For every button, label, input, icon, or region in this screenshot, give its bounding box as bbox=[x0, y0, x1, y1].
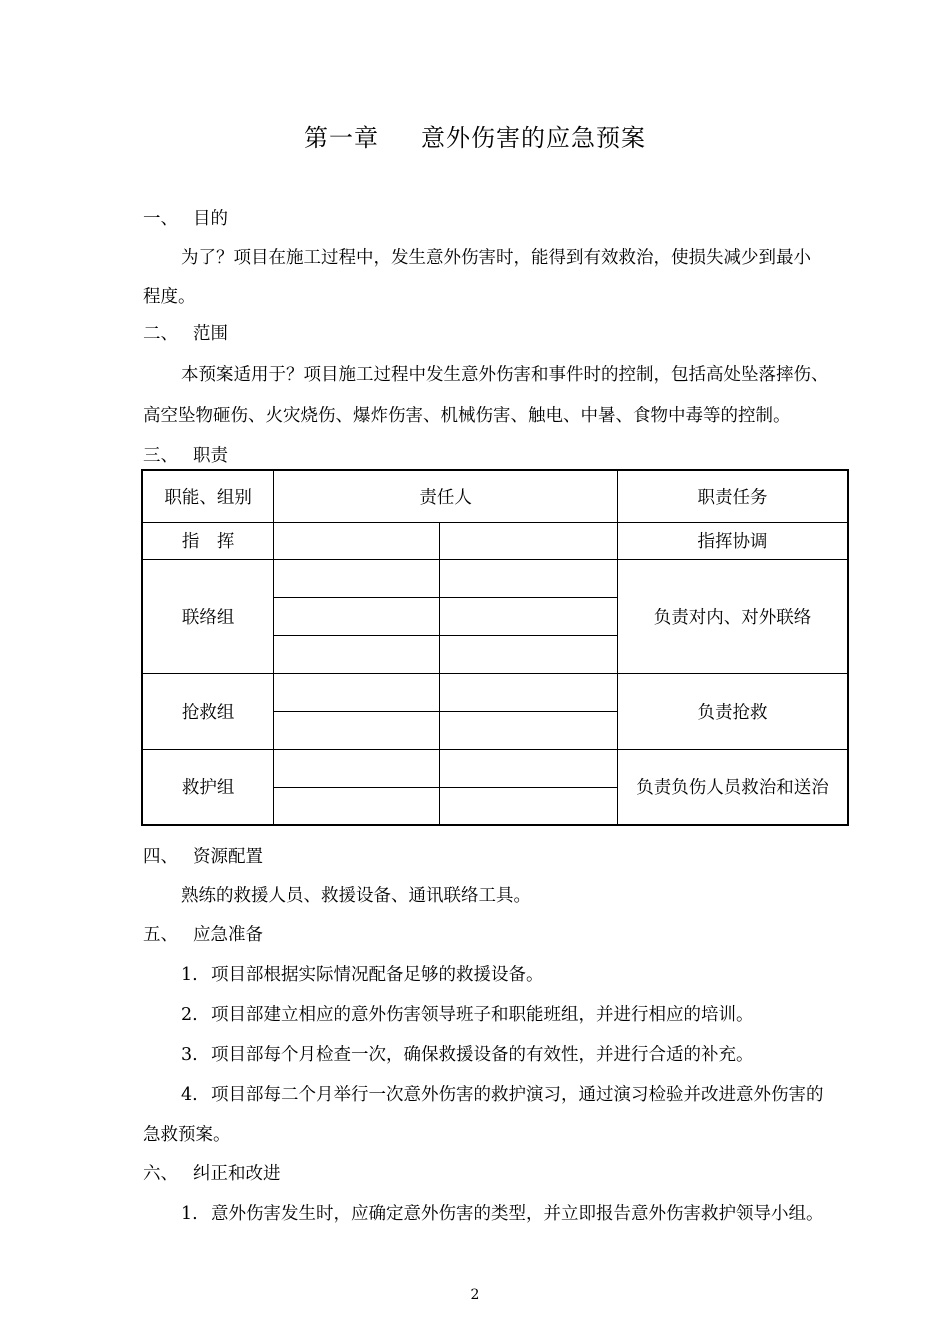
table-cell bbox=[274, 597, 439, 635]
chapter-title bbox=[0, 118, 950, 153]
header-responsible: 责任人 bbox=[274, 470, 618, 522]
section-heading-scope: 二、 范围 bbox=[143, 324, 228, 344]
list-item: 2. 项目部建立相应的意外伤害领导班子和职能班组，并进行相应的培训。 bbox=[181, 1005, 754, 1025]
list-item: 1. 意外伤害发生时，应确定意外伤害的类型，并立即报告意外伤害救护领导小组。 bbox=[181, 1204, 824, 1224]
duty-liaison: 负责对内、对外联络 bbox=[618, 559, 848, 673]
table-cell bbox=[274, 522, 439, 559]
section-heading-resources: 四、 资源配置 bbox=[143, 847, 263, 867]
chapter-name: 意外伤害的应急预案 bbox=[421, 124, 646, 152]
table-cell bbox=[274, 711, 439, 749]
duty-care: 负责负伤人员救治和送治 bbox=[618, 749, 848, 825]
header-group: 职能、组别 bbox=[142, 470, 274, 522]
chapter-number: 第一章 bbox=[304, 124, 379, 152]
group-rescue: 抢救组 bbox=[142, 673, 274, 749]
duties-table bbox=[141, 469, 849, 826]
duty-rescue: 负责抢救 bbox=[618, 673, 848, 749]
list-item: 4. 项目部每二个月举行一次意外伤害的救护演习，通过演习检验并改进意外伤害的 bbox=[181, 1085, 824, 1105]
section-heading-purpose: 一、 目的 bbox=[143, 209, 228, 229]
table-cell bbox=[439, 749, 617, 787]
table-cell bbox=[274, 635, 439, 673]
header-task: 职责任务 bbox=[618, 470, 848, 522]
table-cell bbox=[439, 635, 617, 673]
list-item: 1. 项目部根据实际情况配备足够的救援设备。 bbox=[181, 965, 544, 985]
section-heading-correction: 六、 纠正和改进 bbox=[143, 1164, 281, 1184]
group-liaison: 联络组 bbox=[142, 559, 274, 673]
duty-command: 指挥协调 bbox=[618, 522, 848, 559]
table-cell bbox=[439, 597, 617, 635]
list-item-continuation: 急救预案。 bbox=[143, 1125, 231, 1145]
page-number: 2 bbox=[470, 1287, 480, 1303]
table-cell bbox=[274, 559, 439, 597]
table-cell bbox=[274, 673, 439, 711]
table-cell bbox=[439, 673, 617, 711]
section-heading-duties: 三、 职责 bbox=[143, 446, 228, 466]
table-cell bbox=[274, 787, 439, 825]
group-command: 指 挥 bbox=[142, 522, 274, 559]
group-care: 救护组 bbox=[142, 749, 274, 825]
scope-text-line2: 高空坠物砸伤、火灾烧伤、爆炸伤害、机械伤害、触电、中暑、食物中毒等的控制。 bbox=[143, 406, 791, 426]
scope-text-line1: 本预案适用于？项目施工过程中发生意外伤害和事件时的控制，包括高处坠落摔伤、 bbox=[181, 365, 829, 385]
list-item: 3. 项目部每个月检查一次，确保救援设备的有效性，并进行合适的补充。 bbox=[181, 1045, 754, 1065]
resources-text: 熟练的救援人员、救援设备、通讯联络工具。 bbox=[181, 886, 531, 906]
table-cell bbox=[439, 559, 617, 597]
purpose-text-line1: 为了？项目在施工过程中，发生意外伤害时，能得到有效救治，使损失减少到最小 bbox=[181, 248, 811, 268]
section-heading-preparation: 五、 应急准备 bbox=[143, 925, 263, 945]
table-cell bbox=[439, 522, 617, 559]
table-cell bbox=[439, 787, 617, 825]
table-cell bbox=[439, 711, 617, 749]
table-cell bbox=[274, 749, 439, 787]
purpose-text-line2: 程度。 bbox=[143, 287, 196, 307]
